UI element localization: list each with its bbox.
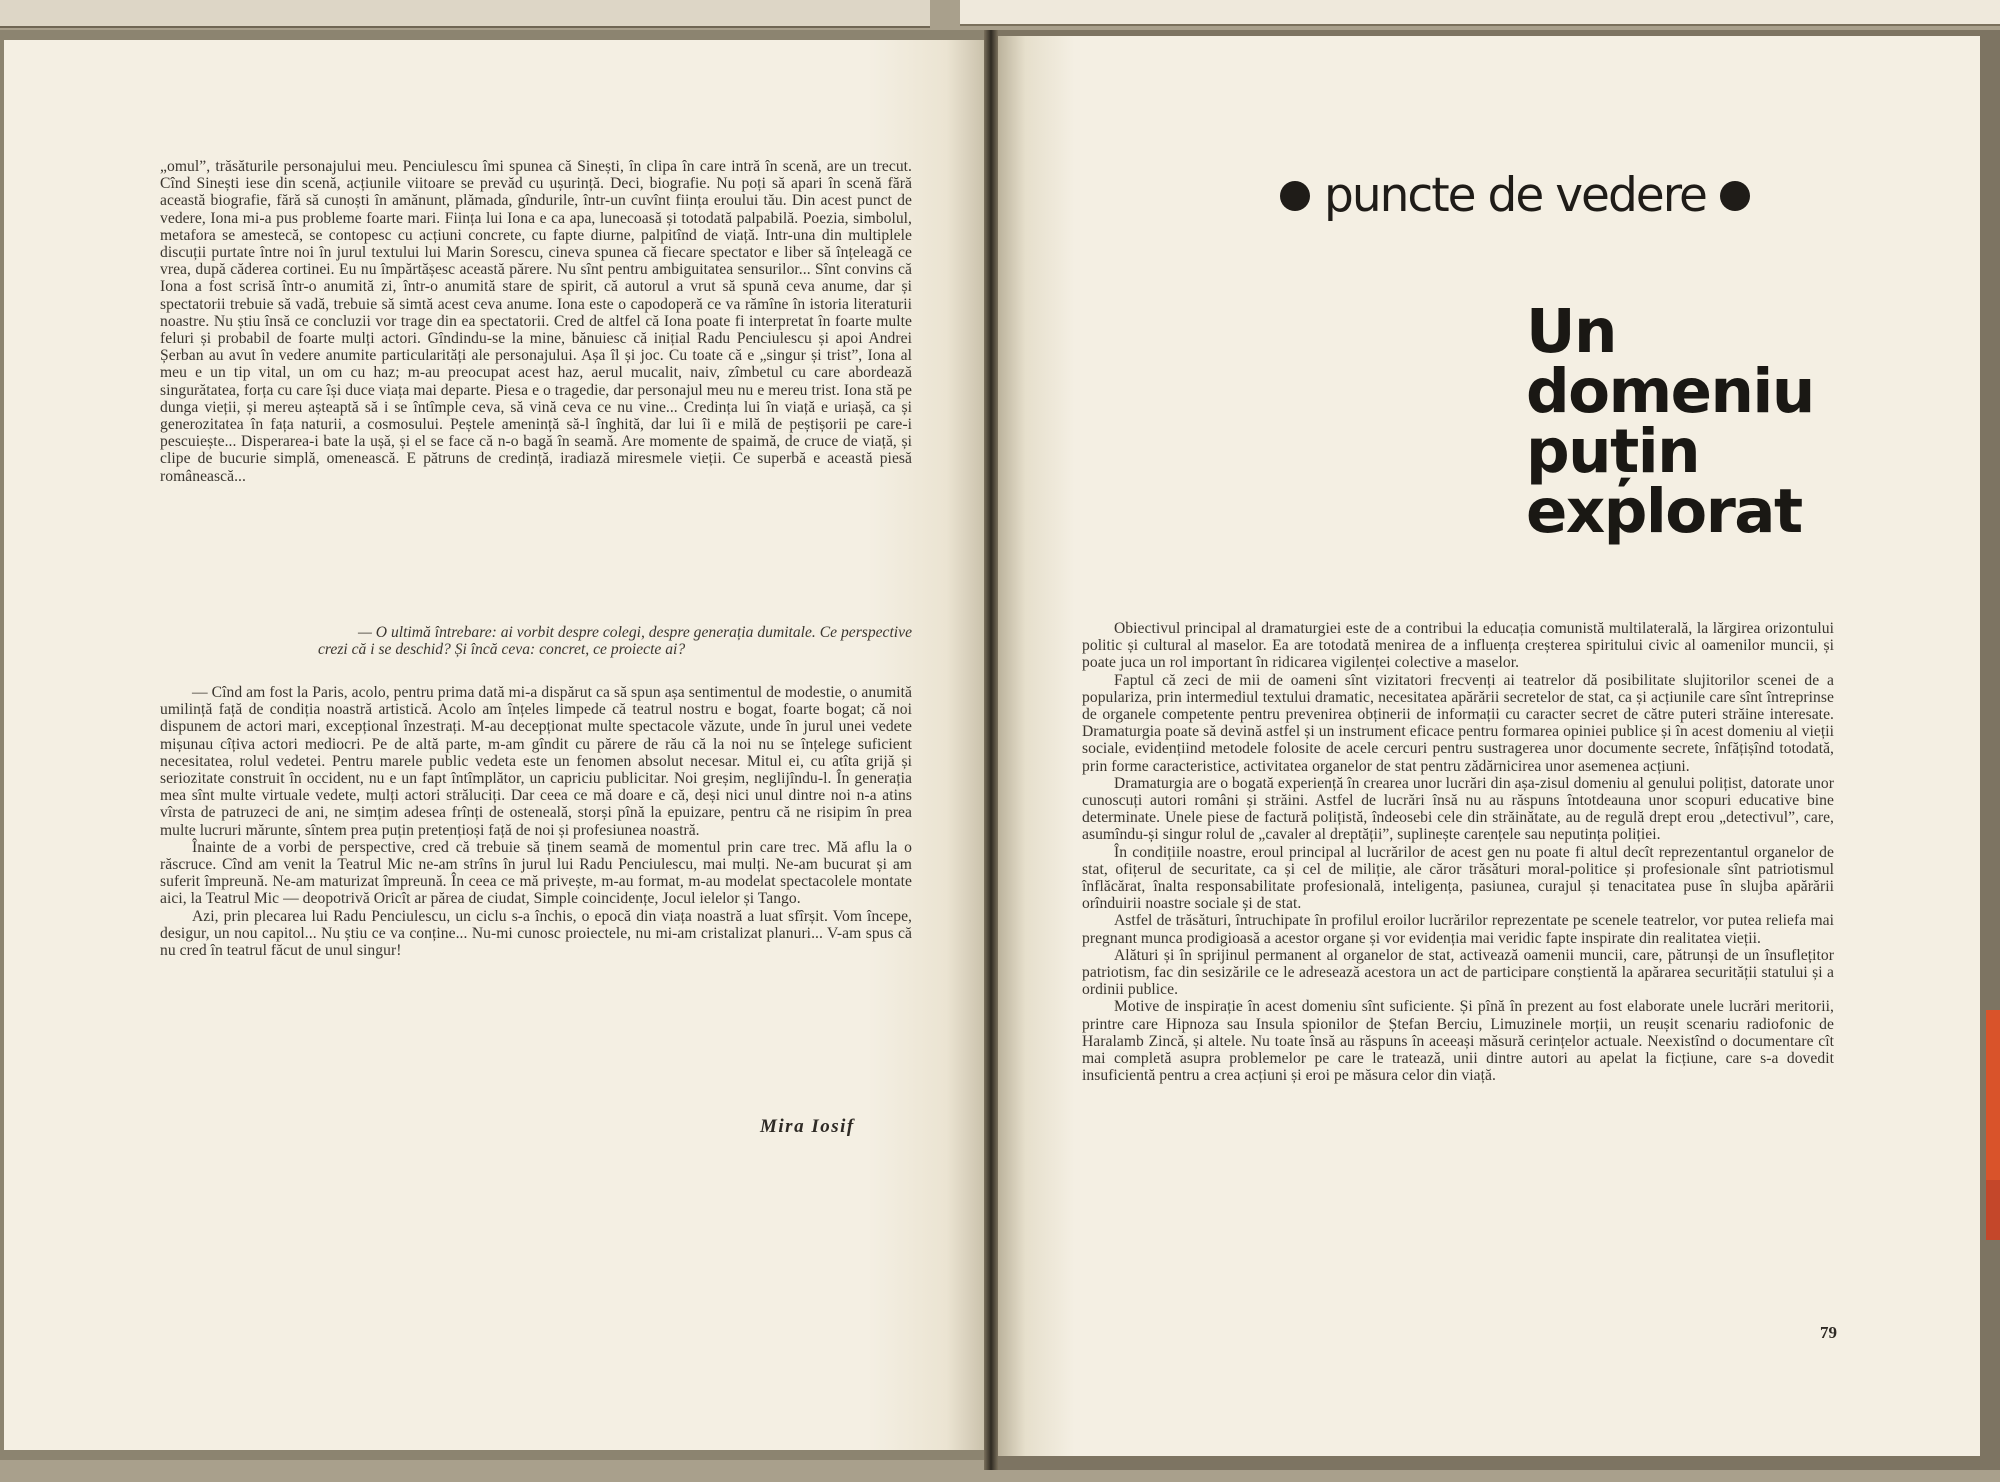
- section-header-label: puncte de vedere: [1324, 168, 1706, 223]
- bullet-icon: [1280, 181, 1310, 211]
- book-gutter: [984, 30, 998, 1470]
- right-page-body: [1082, 620, 1834, 1084]
- left-paragraph-1: „omul”, trăsăturile personajului meu. Penciulescu îmi spunea că Sinești, în clipa în care intră în scenă, are un trecut. Cînd Sinești iese din scenă, acțiunile viitoare se prevăd cu ușurință. Deci, biografie. Nu poți să apari în scenă fără această biografie, fără să cunoști în amănunt, plămada, gîndurile, într-un cuvînt ființa eroului tău. Din acest punct de vedere, Iona mi-a pus probleme foarte mari. Ființa lui Iona e ca apa, lunecoasă și totodată palpabilă. Poezia, simbolul, metafora se amestecă, se contopesc cu acțiuni concrete, cu fapte diurne, palpitînd de viață. Intr-una din multiplele discuții purtate între noi în jurul textului lui Marin Sorescu, cineva spunea că fiecare spectator e liber să înțeleagă ce vrea, după căderea cortinei. Eu nu împărtășesc această părere. Nu sînt pentru ambiguitatea sensurilor... Sînt convins că Iona a fost scrisă într-o anumită zi, într-o anumită stare de spirit, că autorul a vrut să spună ceva anume, dar și spectatorii trebuie să vadă, trebuie să simtă acest ceva anume. Iona este o capodoperă ce va rămîne în istoria literaturii noastre. Nu știu însă ce concluzii vor trage din ea spectatorii. Cred de altfel că Iona poate fi interpretat în foarte multe feluri și probabil de foarte mulți actori. Gîndindu-se la mine, bănuiesc că inițial Radu Penciulescu și apoi Andrei Șerban au avut în vedere anumite particularități ale personajului. Așa îl și joc. Cu toate că e „singur și trist”, Iona al meu e un tip vital, un om cu haz; m-au preocupat acest haz, aerul mucalit, naiv, zîmbetul cu care abordează singurătatea, forța cu care își duce viața mai departe. Piesa e o tragedie, dar personajul meu nu e mereu trist. Iona stă pe dunga vieții, și mereu așteaptă să i se întîmple ceva, să vină ceva ce nu vine... Credința lui în viață e uriașă, ca și generozitatea în fața naturii, a cosmosului. Peștele amenință să-l înghită, dar lui îi e milă de peștișorii pe care-i pescuiește... Disperarea-i bate la ușă, și el se face că n-o bagă în seamă. Are momente de spaimă, de cruce de viață, și clipe de bucurie simplă, omenească. E pătruns de credință, iradiază miresmele vieții. Ce superbă e această piesă românească...: [160, 158, 912, 485]
- right-paragraph-3: Dramaturgia are o bogată experiență în crearea unor lucrări din așa-zisul domeniu al genului polițist, datorate unor cunoscuți autori români și străini. Astfel de lucrări însă nu au răspuns întotdeauna unor scopuri educative bine determinate. Unele piese de factură polițistă, îndeosebi cele din străinătate, au de regulă drept erou „detectivul”, care, asumîndu-și singur rolul de „cavaler al dreptății”, suplinește carențele sau neputința poliției.: [1082, 774, 1834, 844]
- interview-question: — O ultimă întrebare: ai vorbit despre colegi, despre generația dumitale. Ce perspective crezi că i se deschid? Și încă ceva: concret, ce proiecte ai?: [318, 624, 912, 659]
- page-edge-marker: [1986, 1010, 2000, 1180]
- article-title: [1526, 296, 1814, 547]
- scanner-edge-right: [960, 0, 2000, 26]
- page-edge-marker-lower: [1986, 1180, 2000, 1240]
- title-line: explorat: [1526, 476, 1802, 547]
- title-line: puțin: [1526, 416, 1700, 487]
- right-paragraph-1: Obiectivul principal al dramaturgiei este de a contribui la educația comunistă multilaterală, la lărgirea orizontului politic și cultural al maselor. Ea are totodată menirea de a influența creșterea spiritului civic al oamenilor muncii, și poate juca un rol important în ridicarea vigilenței colective a maselor.: [1082, 620, 1834, 672]
- right-paragraph-4: În condițiile noastre, eroul principal al lucrărilor de acest gen nu poate fi altul decît reprezentantul organelor de stat, ofițerul de securitate, ca și cel de miliție, ale căror trăsături moral-politice și profesionale sînt patriotismul înflăcărat, înalta responsabilitate profesională, inteligența, pasiunea, curajul și tenacitatea puse în slujba apărării orînduirii noastre sociale și de stat.: [1082, 843, 1834, 913]
- bullet-icon: [1720, 181, 1750, 211]
- right-paragraph-6: Alături și în sprijinul permanent al organelor de stat, activează oamenii muncii, care, pătrunși de un însuflețitor patriotism, fac din sesizările ce le adresează acestora un act de participare conștientă la apărarea securității statului și a ordinii publice.: [1082, 946, 1834, 999]
- right-paragraph-2: Faptul că zeci de mii de oameni sînt vizitatori frecvenți ai teatrelor dă posibilitate slujitorilor scenei de a populariza, prin intermediul textului dramatic, necesitatea apărării secretelor de stat, ca și acțiunile care sînt întreprinse de organele competente pentru prevenirea obținerii de informații cu caracter secret de către puteri străine interesate. Dramaturgia poate să devină astfel și un instrument eficace pentru formarea opiniei publice și în acest domeniu al vieții sociale, evidențiind metodele folosite de acele cercuri pentru sustragerea unor documente secrete, înfățișînd totodată, prin forme caracteristice, activitatea organelor de stat pentru zădărnicirea unor asemenea acțiuni.: [1082, 671, 1834, 775]
- page-number: 79: [1820, 1323, 1837, 1342]
- right-paragraph-7: Motive de inspirație în acest domeniu sînt suficiente. Și pînă în prezent au fost elaborate unele lucrări meritorii, printre care Hipnoza sau Insula spionilor de Ștefan Berciu, Limuzinele morții, un reușit scenariu radiofonic de Haralamb Zincă, și altele. Nu toate însă au răspuns în aceeași măsură cerințelor actuale. Neexistînd o documentare cît mai completă asupra problemelor pe care le tratează, unii dintre autori au apelat la ficțiune, care s-a dovedit insuficientă pentru a crea acțiuni și eroi pe măsura celor din viață.: [1082, 998, 1834, 1085]
- left-page-body-bottom: [160, 684, 912, 959]
- left-paragraph-2: — Cînd am fost la Paris, acolo, pentru prima dată mi-a dispărut ca să spun așa sentimentul de modestie, o anumită umilință față de condiția noastră artistică. Acolo am înțeles limpede că teatrul nostru e bogat, foarte bogat; că noi dispunem de actori mari, excepțional înzestrați. M-au decepționat multe spectacole văzute, unde în jurul unei vedete mișunau cîțiva actori mediocri. Pe de altă parte, m-am gîndit cu părere de rău că la noi nu se înțelege suficient necesitatea, rolul vedetei. Pentru marele public vedeta este un fenomen absolut necesar. Mitul ei, cu atîta grijă și seriozitate construit în occident, nu e un fapt întîmplător, un capriciu publicitar. Noi greșim, neglijîndu-l. În generația mea sînt multe virtuale vedete, mulți actori străluciți. Dar ceea ce mă doare e că, deși nici unul dintre noi n-a atins vîrsta de patruzeci de ani, ne simțim adesea frînți de osteneală, storși pînă la epuizare, pentru că ne risipim în prea multe lucruri mărunte, sîntem prea puțin pretențioși față de noi și profesiunea noastră.: [160, 684, 912, 839]
- section-header: [1266, 168, 1764, 223]
- title-line: domeniu: [1526, 356, 1814, 427]
- right-paragraph-5: Astfel de trăsături, întruchipate în profilul eroilor lucrărilor reprezentate pe scenele teatrelor, vor putea reliefa mai pregnant munca prodigioasă a acestor organe și vor evidenția mai veridic fapte inspirate din realitatea vieții.: [1082, 912, 1834, 947]
- left-page-body-top: [160, 158, 912, 485]
- scanner-edge-left: [0, 0, 930, 28]
- title-line: Un: [1526, 296, 1616, 367]
- left-paragraph-4: Azi, prin plecarea lui Radu Penciulescu, un ciclu s-a închis, o epocă din viața noastră a luat sfîrșit. Vom începe, desigur, un nou capitol... Nu știu ce va conține... Nu-mi cunosc proiectele, nu mi-am cristalizat planuri... V-am spus că nu cred în teatrul făcut de unul singur!: [160, 907, 912, 960]
- author-signature: Mira Iosif: [760, 1116, 855, 1137]
- left-paragraph-3: Înainte de a vorbi de perspective, cred că trebuie să ținem seamă de momentul prin care trec. Mă aflu la o răscruce. Cînd am venit la Teatrul Mic ne-am strîns în jurul lui Radu Penciulescu, mai mulți. Ne-am bucurat și am suferit împreună. Ne-am maturizat împreună. În ceea ce mă privește, m-au format, m-au modelat spectacolele montate aici, la Teatrul Mic — deopotrivă Oricît ar părea de ciudat, Simple coincidențe, Jocul ielelor și Tango.: [160, 838, 912, 908]
